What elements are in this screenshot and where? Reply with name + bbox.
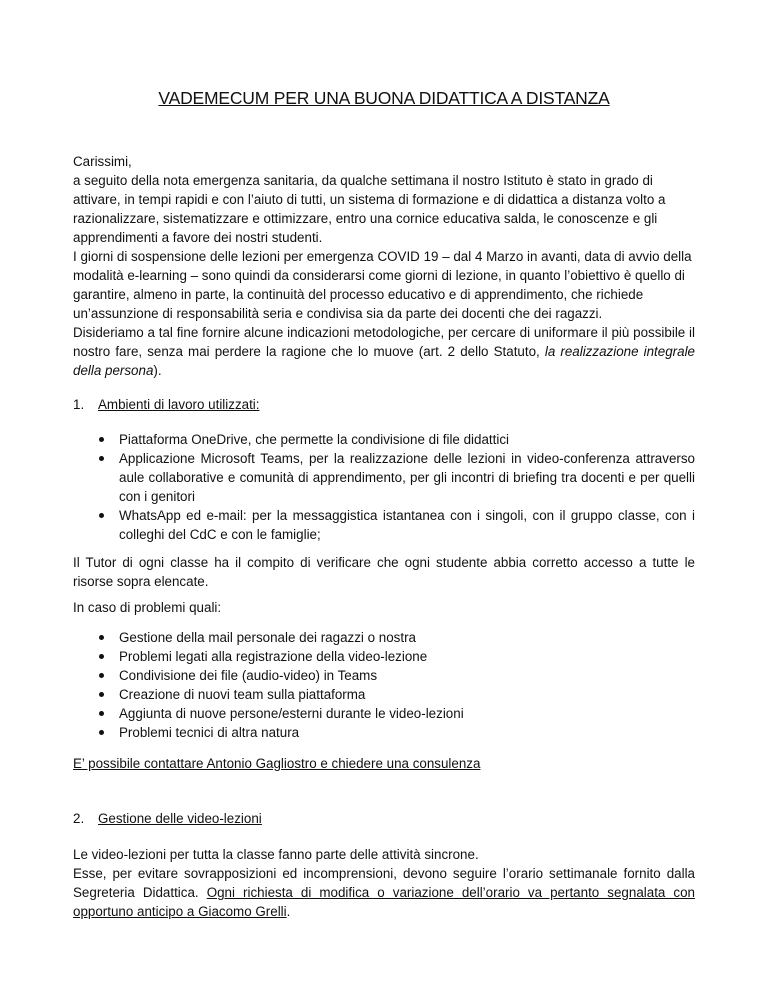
problem-item-text: Aggiunta di nuove persone/esterni durante le video-lezioni	[119, 706, 464, 721]
section-2-paragraph-2	[73, 864, 695, 921]
problem-item-text: Condivisione dei file (audio-video) in Teams	[119, 668, 378, 683]
list-item	[73, 723, 695, 742]
bullet-icon	[99, 654, 104, 659]
statute-quote: la realizzazione integrale della persona	[73, 344, 695, 378]
list-item	[73, 449, 695, 506]
section-1-title: Ambienti di lavoro utilizzati:	[98, 397, 260, 412]
section-2-paragraph-2-text: Esse, per evitare sovrapposizioni ed incomprensioni, devono seguire l’orario settimanale fornito dalla Segreteria Didattica.	[73, 866, 695, 900]
bullet-icon	[99, 692, 104, 697]
intro-section	[73, 152, 695, 380]
problem-item-text: Problemi legati alla registrazione della video-lezione	[119, 649, 428, 664]
section-2-title: Gestione delle video-lezioni	[98, 811, 262, 826]
tutor-note: Il Tutor di ogni classe ha il compito di verificare che ogni studente abbia corretto accesso a tutte le risorse sopra elencate.	[73, 555, 695, 589]
list-item	[73, 506, 695, 544]
problems-list	[73, 628, 695, 742]
tool-item-text: Piattaforma OneDrive, che permette la condivisione di file didattici	[119, 432, 510, 447]
problem-item-text: Problemi tecnici di altra natura	[119, 725, 300, 740]
list-item	[73, 685, 695, 704]
bullet-icon	[99, 711, 104, 716]
section-2-paragraph-1: Le video-lezioni per tutta la classe fanno parte delle attività sincrone.	[73, 847, 479, 862]
list-item	[73, 430, 695, 449]
tool-item-text: WhatsApp ed e-mail: per la messaggistica istantanea con i singoli, con il gruppo classe, con i colleghi del CdC e con le famiglie;	[119, 508, 695, 542]
tool-item-text: Applicazione Microsoft Teams, per la realizzazione delle lezioni in video-conferenza attraverso aule collaborative e comunità di apprendimento, per gli incontri di briefing tra docenti e per quelli con i genitori	[119, 451, 695, 504]
document-title: VADEMECUM PER UNA BUONA DIDATTICA A DISTANZA	[158, 88, 610, 108]
contact-link[interactable]: E’ possibile contattare Antonio Gagliostro e chiedere una consulenza	[73, 756, 481, 771]
intro-paragraph-3	[73, 323, 695, 380]
problems-intro: In caso di problemi quali:	[73, 600, 222, 615]
bullet-icon	[99, 730, 104, 735]
intro-paragraph-3-end: ).	[153, 363, 162, 378]
section-2-heading	[73, 811, 262, 826]
list-item	[73, 666, 695, 685]
list-item	[73, 704, 695, 723]
intro-paragraph-1: a seguito della nota emergenza sanitaria, da qualche settimana il nostro Istituto è stato in grado di attivare, in tempi rapidi e con l’aiuto di tutti, un sistema di formazione e di didattica a distanza volto a razionalizzare, sistematizzare e ottimizzare, entro una cornice educativa salda, le conoscenze e gli apprendimenti a favore dei nostri studenti.	[73, 173, 666, 245]
bullet-icon	[99, 437, 104, 442]
section-2-body	[73, 845, 695, 921]
list-item	[73, 647, 695, 666]
tools-list	[73, 430, 695, 544]
bullet-icon	[99, 456, 104, 461]
problem-item-text: Creazione di nuovi team sulla piattaforma	[119, 687, 366, 702]
section-1-number: 1.	[73, 397, 85, 412]
bullet-icon	[99, 513, 104, 518]
list-item	[73, 628, 695, 647]
contact-note	[73, 754, 695, 773]
section-2-paragraph-2-end: .	[286, 904, 291, 919]
problem-item-text: Gestione della mail personale dei ragazzi o nostra	[119, 630, 416, 645]
intro-paragraph-3-text: Disideriamo a tal fine fornire alcune indicazioni metodologiche, per cercare di uniformare il più possibile il nostro fare, senza mai perdere la ragione che lo muove (art. 2 dello Statuto,	[73, 325, 695, 359]
schedule-change-note: Ogni richiesta di modifica o variazione dell’orario va pertanto segnalata con opportuno anticipo a Giacomo Grelli	[73, 885, 695, 919]
section-1-heading	[73, 397, 260, 412]
intro-paragraph-2: I giorni di sospensione delle lezioni per emergenza COVID 19 – dal 4 Marzo in avanti, data di avvio della modalità e-learning – sono quindi da considerarsi come giorni di lezione, in quanto l’obiettivo è quello di garantire, almeno in parte, la continuità del processo educativo e di apprendimento, che richiede un’assunzione di responsabilità seria e condivisa sia da parte dei docenti che dei ragazzi.	[73, 249, 692, 321]
greeting: Carissimi,	[73, 154, 132, 169]
bullet-icon	[99, 673, 104, 678]
section-2-number: 2.	[73, 811, 85, 826]
bullet-icon	[99, 635, 104, 640]
